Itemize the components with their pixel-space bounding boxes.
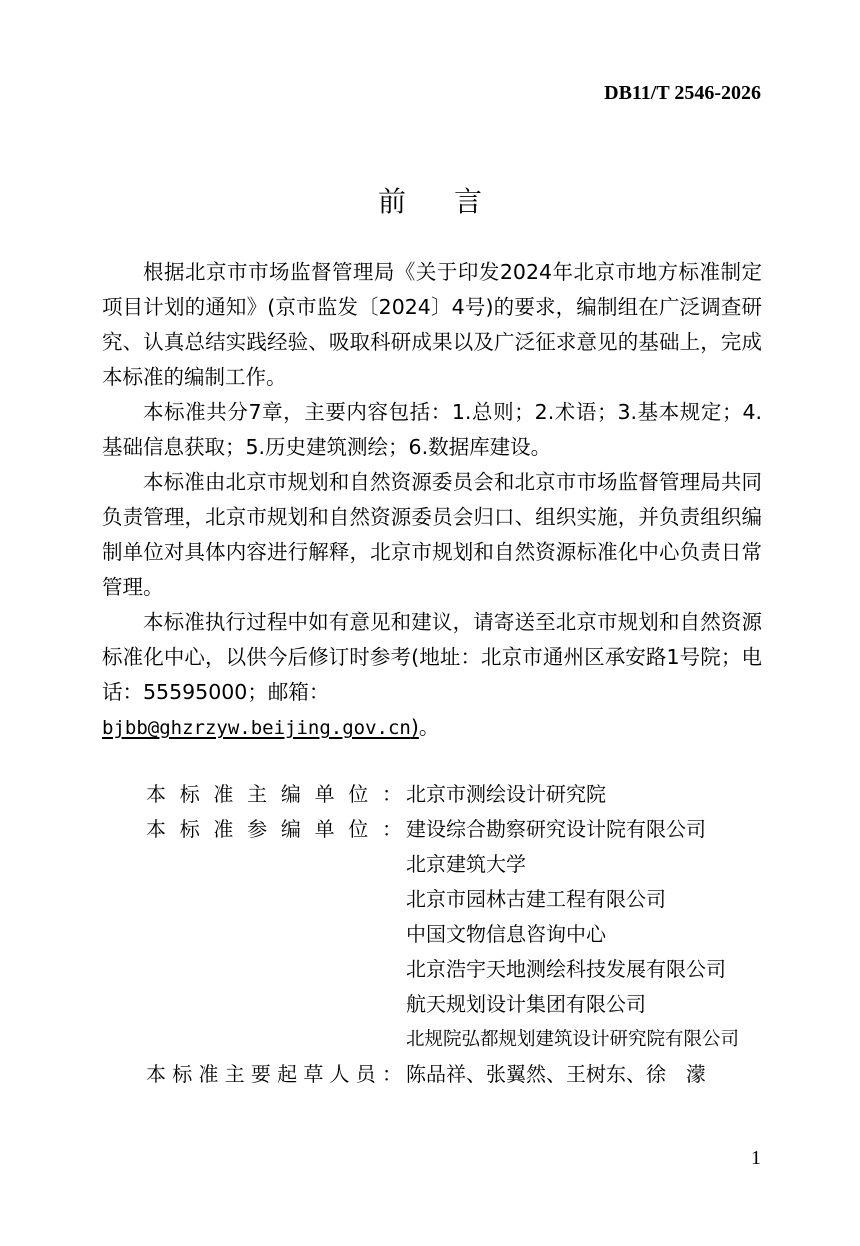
- document-code: DB11/T 2546-2026: [604, 82, 761, 104]
- page-title: 前言: [377, 185, 530, 218]
- co-unit-row: [146, 882, 786, 917]
- co-unit-row: [146, 987, 786, 1022]
- feedback-period: 。: [418, 715, 440, 739]
- co-unit-row: [146, 952, 786, 987]
- feedback-email-label: ；邮箱：: [247, 680, 330, 704]
- co-unit-name: 建设综合勘察研究设计院有限公司: [406, 817, 706, 841]
- preface-body: [102, 255, 762, 746]
- co-unit-label: 本标准参编单位：: [146, 817, 402, 841]
- compilation-units: [146, 777, 786, 1092]
- paragraph-feedback: [102, 605, 762, 710]
- feedback-phone-label: 号院；电话：: [102, 645, 763, 704]
- feedback-close-paren: ): [410, 715, 419, 739]
- co-unit-name: 北京建筑大学: [406, 852, 526, 876]
- basis-doc-year: 2024: [378, 295, 431, 319]
- co-unit-row: [146, 917, 786, 952]
- feedback-email[interactable]: bjbb@ghzrzyw.beijing.gov.cn: [102, 717, 411, 739]
- co-unit-name: 北规院弘都规划建筑设计研究院有限公司: [406, 1029, 740, 1050]
- co-unit-name: 北京市园林古建工程有限公司: [406, 887, 666, 911]
- basis-doc-open: (京市监发〔: [267, 295, 379, 319]
- feedback-address: (地址：北京市通州区承安路: [411, 645, 667, 669]
- co-unit-row: [146, 812, 786, 847]
- co-unit-row: [146, 1022, 786, 1057]
- drafters-label: 本标准主要起草人员：: [146, 1062, 402, 1086]
- basis-doc-hao: 号: [464, 295, 486, 319]
- feedback-text-a: 本标准执行过程中如有意见和建议，请寄送至北京市规划和自然资源标准化中心，以供今后修订时参考: [102, 610, 762, 669]
- basis-text-a: 根据北京市市场监督管理局《关于印发: [143, 260, 500, 284]
- drafters-row: [146, 1057, 786, 1092]
- basis-text-c: )的要求，编制组在广泛调查研究、认真总结实践经验、吸取科研成果以及广泛征求意见的基础上，完成本标准的编制工作。: [102, 295, 763, 389]
- basis-year: 2024: [499, 260, 553, 284]
- feedback-address-number: 1: [666, 645, 680, 669]
- page-number: 1: [751, 1147, 761, 1169]
- structure-chapter-list: 1.总则；2.术语；3.基本规定；4.基础信息获取；5.历史建筑测绘；6.数据库建设。: [102, 400, 763, 459]
- structure-text-a: 本标准共分: [143, 400, 249, 424]
- paragraph-basis: [102, 255, 762, 395]
- basis-text-b: 年北京市地方标准制定项目计划的通知》: [102, 260, 762, 319]
- basis-doc-bracket: 〕: [430, 295, 452, 319]
- co-unit-name: 航天规划设计集团有限公司: [406, 992, 646, 1016]
- structure-chapter-count: 7: [248, 400, 262, 424]
- drafters-names: 陈品祥、张翼然、王树东、徐 濛: [406, 1062, 706, 1086]
- basis-doc-number: 4: [451, 295, 465, 319]
- feedback-phone: 55595000: [143, 680, 248, 704]
- co-unit-name: 北京浩宇天地测绘科技发展有限公司: [406, 957, 726, 981]
- chief-unit-label: 本标准主编单位：: [146, 782, 402, 806]
- feedback-email-line: [102, 710, 762, 746]
- paragraph-structure: [102, 395, 762, 465]
- structure-text-b: 章，主要内容包括：: [261, 400, 452, 424]
- co-unit-row: [146, 847, 786, 882]
- paragraph-management: 本标准由北京市规划和自然资源委员会和北京市市场监督管理局共同负责管理，北京市规划和自然资源委员会归口、组织实施，并负责组织编制单位对具体内容进行解释，北京市规划和自然资源标准化中心负责日常管理。: [102, 470, 762, 599]
- chief-unit-row: [146, 777, 786, 812]
- chief-unit-name: 北京市测绘设计研究院: [406, 782, 606, 806]
- co-unit-name: 中国文物信息咨询中心: [406, 922, 606, 946]
